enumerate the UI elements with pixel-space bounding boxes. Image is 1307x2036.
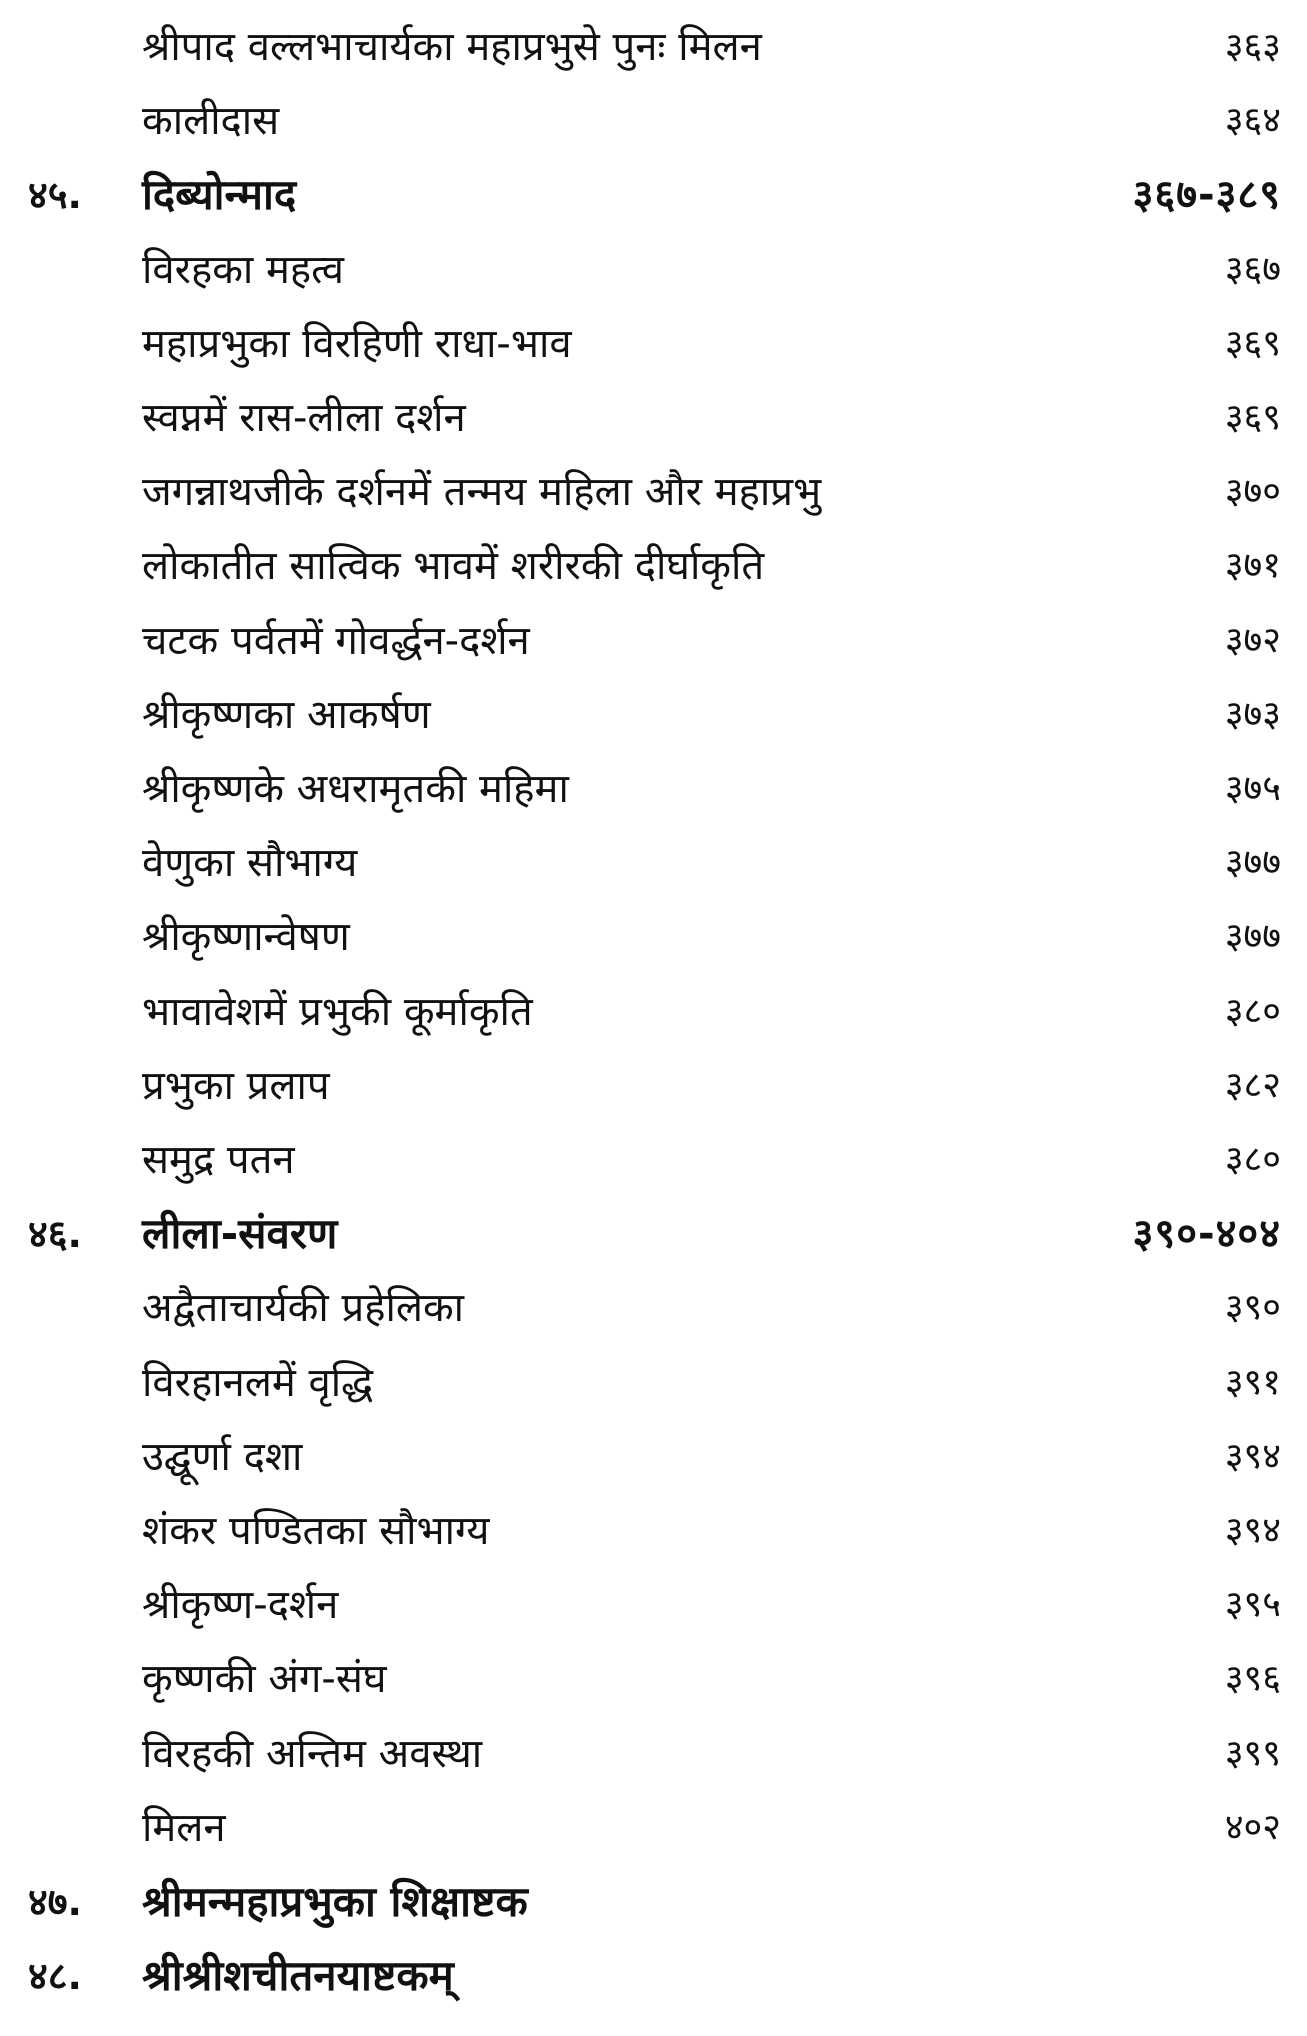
section-title: स्वप्नमें रास-लीला दर्शन [142, 395, 466, 441]
toc-chapter-row [0, 1865, 1307, 1939]
chapter-title: श्रीमन्महाप्रभुका शिक्षाष्टक [142, 1877, 528, 1926]
toc-section-row [0, 678, 1307, 752]
page-number: ३७२ [1224, 619, 1281, 661]
toc-section-row [0, 752, 1307, 826]
toc-section-row [0, 1049, 1307, 1123]
chapter-number: ४८. [28, 1954, 82, 1999]
page-number: ३९४ [1224, 1510, 1281, 1551]
page-number: ३८२ [1224, 1064, 1281, 1106]
section-title: उद्घूर्णा दशा [142, 1433, 303, 1480]
chapter-title: श्रीश्रीशचीतनयाष्टकम् [142, 1951, 454, 2001]
toc-chapter-row [0, 1197, 1307, 1271]
section-title: वेणुका सौभाग्य [142, 840, 358, 887]
toc-chapter-row [0, 158, 1307, 232]
toc-section-row [0, 826, 1307, 900]
chapter-title: दिब्योन्माद [142, 170, 297, 220]
section-title: महाप्रभुका विरहिणी राधा-भाव [142, 320, 572, 367]
page-number: ३७७ [1224, 842, 1281, 884]
page-number: ३८० [1224, 990, 1281, 1032]
toc-section-row [0, 10, 1307, 84]
page-number: ३६३ [1224, 26, 1281, 67]
page-number: ३८० [1224, 1139, 1281, 1180]
section-title: श्रीपाद वल्लभाचार्यका महाप्रभुसे पुनः मिलन [142, 24, 762, 70]
page-number: ३७० [1224, 471, 1281, 513]
toc-section-row [0, 1271, 1307, 1345]
toc-section-row [0, 84, 1307, 158]
toc-section-row [0, 307, 1307, 381]
section-title: समुद्र पतन [142, 1137, 295, 1183]
chapter-number: ४५. [28, 173, 82, 218]
section-title: कृष्णकी अंग-संघ [142, 1656, 387, 1703]
toc-section-row [0, 233, 1307, 307]
toc-section-row [0, 381, 1307, 455]
page-number: ३९० [1224, 1287, 1281, 1329]
toc-section-row [0, 975, 1307, 1049]
toc-section-row [0, 1494, 1307, 1568]
section-title: चटक पर्वतमें गोवर्द्धन-दर्शन [142, 617, 530, 664]
toc-section-row [0, 1420, 1307, 1494]
page-number: ३६९ [1224, 397, 1281, 438]
page-number: ३६९ [1224, 322, 1281, 364]
section-title: मिलन [142, 1804, 226, 1851]
section-title: विरहकी अन्तिम अवस्था [142, 1730, 483, 1777]
page-number: ३६७ [1224, 248, 1281, 290]
section-title: श्रीकृष्णका आकर्षण [142, 691, 431, 738]
section-title: शंकर पण्डितका सौभाग्य [142, 1508, 490, 1554]
toc-section-row [0, 1123, 1307, 1197]
chapter-number: ४६. [28, 1212, 82, 1257]
section-title: श्रीकृष्णके अधरामृतकी महिमा [142, 766, 569, 812]
section-title: जगन्नाथजीके दर्शनमें तन्मय महिला और महाप्रभु [142, 469, 822, 516]
toc-section-row [0, 1717, 1307, 1791]
page-number: ३९९ [1224, 1732, 1281, 1774]
section-title: कालीदास [142, 98, 280, 145]
section-title: प्रभुका प्रलाप [142, 1062, 330, 1109]
section-title: विरहका महत्व [142, 246, 344, 293]
page-number: ३७७ [1224, 916, 1281, 958]
section-title: लोकातीत सात्विक भावमें शरीरकी दीर्घाकृति [142, 543, 765, 590]
toc-section-row [0, 1642, 1307, 1716]
page-number: ३९५ [1224, 1584, 1281, 1626]
page-number: ३९१ [1224, 1361, 1281, 1403]
section-title: भावावेशमें प्रभुकी कूर्माकृति [142, 988, 533, 1035]
page-number: ४०२ [1224, 1806, 1281, 1848]
page-number: ३७३ [1224, 693, 1281, 735]
page-number: ३७१ [1224, 545, 1281, 587]
chapter-number: ४७. [28, 1880, 82, 1924]
section-title: श्रीकृष्णान्वेषण [142, 914, 350, 961]
toc-section-row [0, 529, 1307, 603]
toc-section-row [0, 1791, 1307, 1865]
toc-section-row [0, 900, 1307, 974]
page-number: ३६७-३८९ [1132, 172, 1281, 219]
page-number: ३९०-४०४ [1132, 1211, 1281, 1258]
section-title: अद्वैताचार्यकी प्रहेलिका [142, 1285, 465, 1332]
toc-section-row [0, 455, 1307, 529]
page-number: ३९६ [1224, 1658, 1281, 1700]
toc-section-row [0, 1346, 1307, 1420]
section-title: श्रीकृष्ण-दर्शन [142, 1582, 339, 1629]
chapter-title: लीला-संवरण [142, 1209, 338, 1259]
page-number: ३६४ [1224, 100, 1281, 142]
toc-section-row [0, 1568, 1307, 1642]
page-number: ३९४ [1224, 1435, 1281, 1477]
toc-section-row [0, 604, 1307, 678]
toc-chapter-row [0, 1939, 1307, 2013]
page-number: ३७५ [1224, 768, 1281, 809]
section-title: विरहानलमें वृद्धि [142, 1359, 374, 1406]
